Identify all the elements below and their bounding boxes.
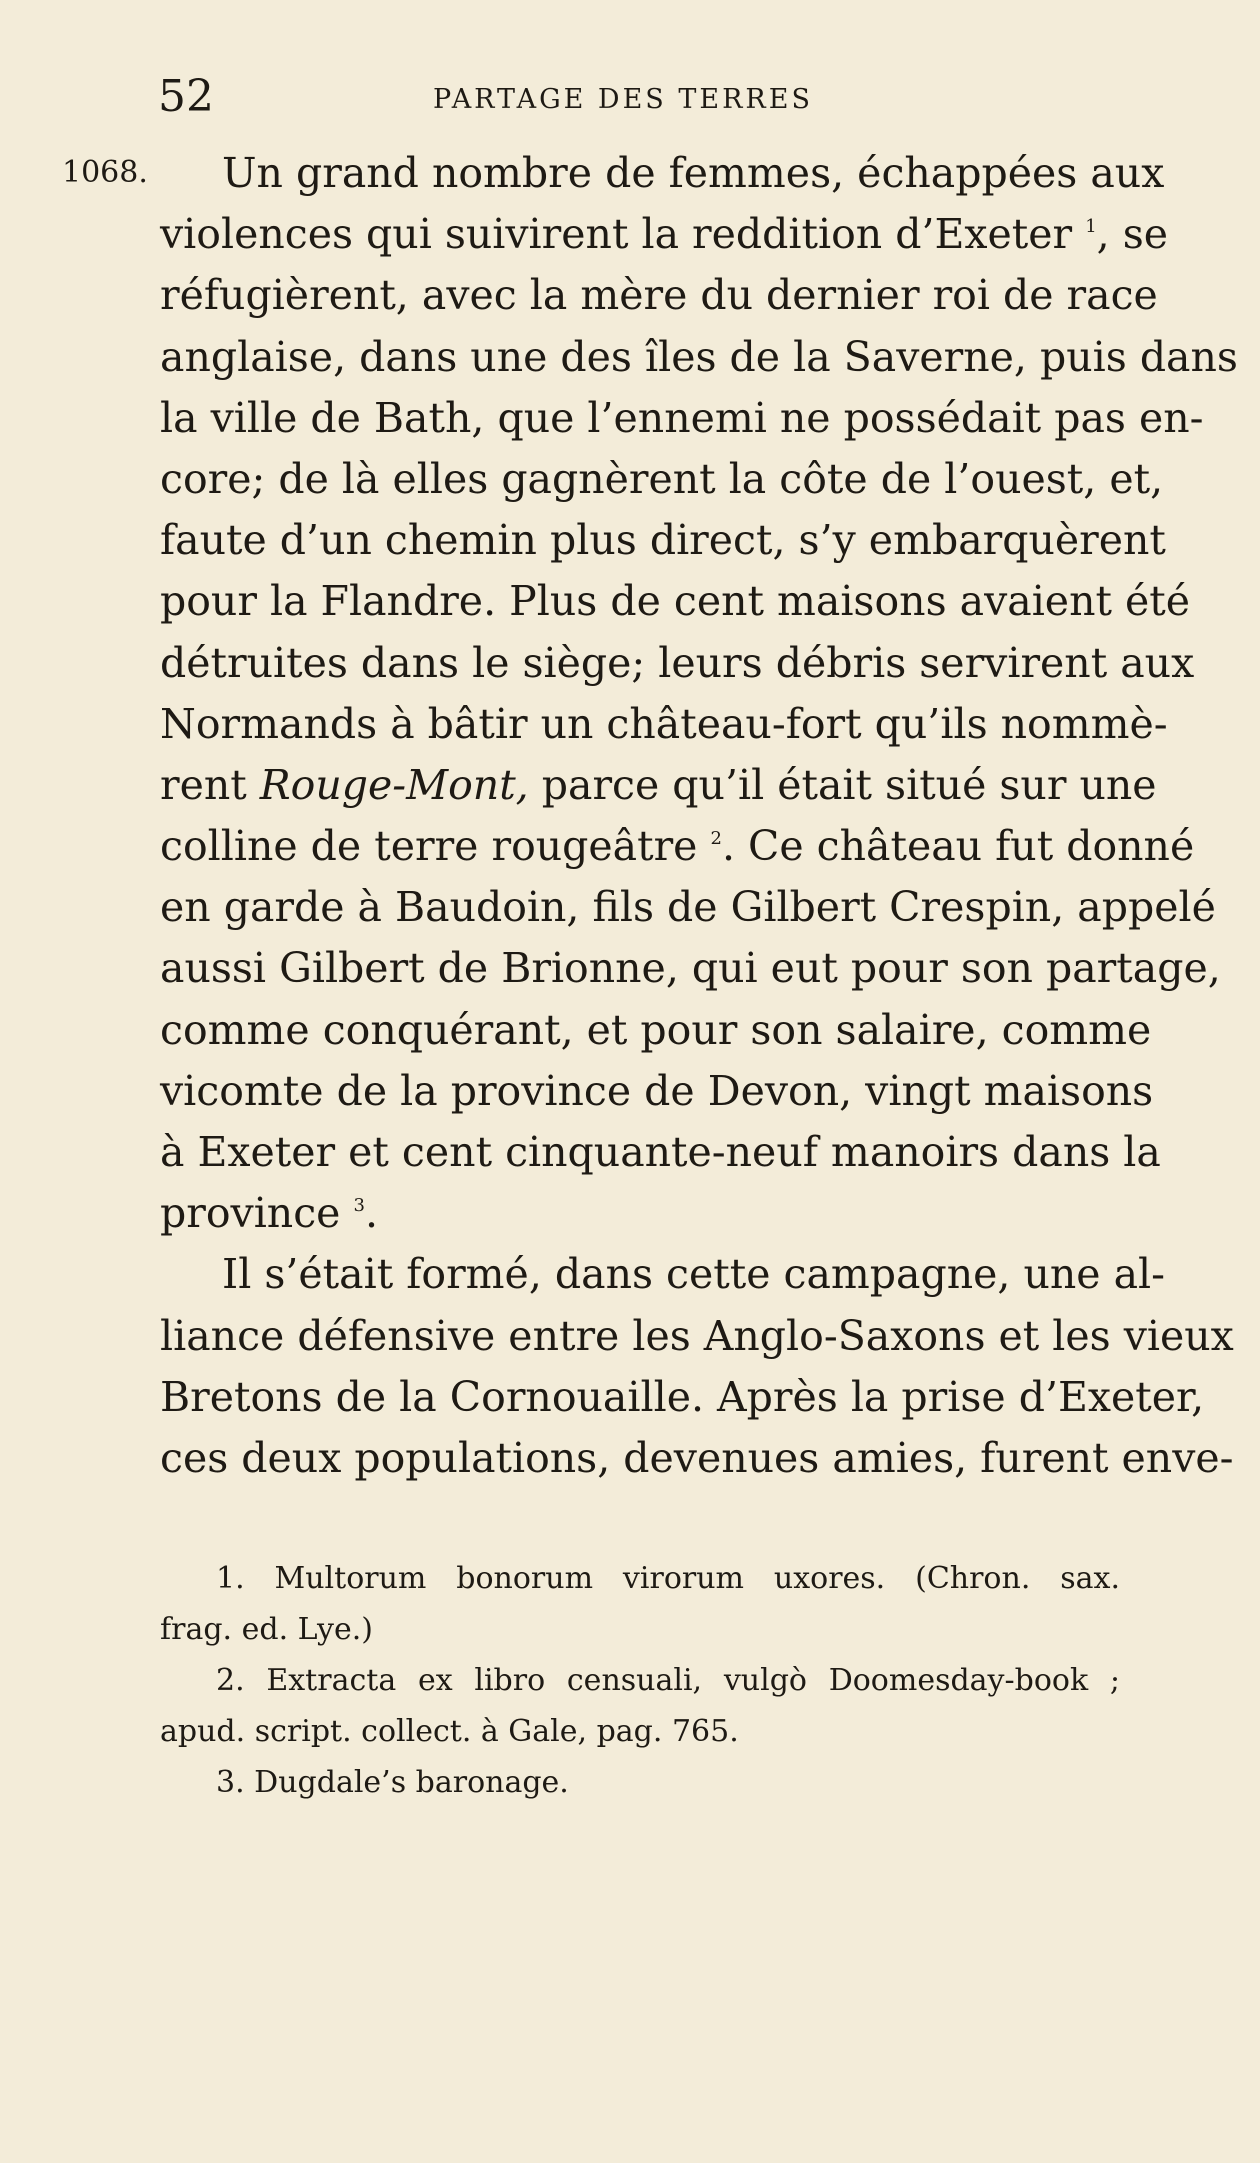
- text-line: aussi Gilbert de Brionne, qui eut pour son partage,: [160, 944, 1221, 993]
- text-line: Un grand nombre de femmes, échappées aux: [222, 149, 1165, 197]
- text-line: anglaise, dans une des îles de la Saverne, puis dans: [160, 332, 1238, 381]
- text-segment: colline de terre rougeâtre: [160, 822, 698, 871]
- footnote-ref: 3: [353, 1195, 365, 1217]
- text-line: Normands à bâtir un château-fort qu’ils nommè-: [160, 699, 1168, 748]
- text-segment: parce qu’il était situé sur une: [541, 760, 1157, 809]
- text-segment: violences qui suivirent la reddition d’Exeter: [160, 210, 1073, 259]
- italic-place-name: Rouge-Mont,: [259, 760, 529, 809]
- footnote-ref: 1: [1085, 216, 1097, 238]
- footnotes: [160, 1553, 1120, 1808]
- text-segment: rent: [160, 760, 247, 809]
- footnote-line: 3. Dugdale’s baronage.: [216, 1765, 569, 1800]
- footnote-line: frag. ed. Lye.): [160, 1612, 373, 1647]
- margin-year-note: 1068.: [62, 155, 148, 190]
- text-line: [160, 1183, 1120, 1244]
- page-header: [158, 72, 1118, 122]
- text-line: détruites dans le siège; leurs débris servirent aux: [160, 638, 1195, 687]
- text-segment: .: [364, 1189, 378, 1238]
- text-segment: , se: [1096, 210, 1169, 259]
- text-line: réfugièrent, avec la mère du dernier roi de race: [160, 271, 1158, 320]
- text-line: [160, 204, 1169, 265]
- text-line: ces deux populations, devenues amies, furent enve-: [160, 1433, 1234, 1482]
- text-line: faute d’un chemin plus direct, s’y embarquèrent: [160, 516, 1166, 565]
- running-head: PARTAGE DES TERRES: [433, 84, 813, 115]
- text-line: comme conquérant, et pour son salaire, comme: [160, 1005, 1152, 1054]
- text-line: Il s’était formé, dans cette campagne, une al-: [222, 1250, 1165, 1299]
- text-segment: province: [160, 1189, 341, 1238]
- text-line: [160, 755, 1157, 816]
- text-line: [160, 816, 1195, 877]
- text-line: à Exeter et cent cinquante-neuf manoirs dans la: [160, 1128, 1161, 1176]
- text-line: core; de là elles gagnèrent la côte de l’ouest, et,: [160, 454, 1164, 503]
- text-line: la ville de Bath, que l’ennemi ne possédait pas en-: [160, 393, 1204, 442]
- footnote-line: 1. Multorum bonorum virorum uxores. (Chron. sax.: [216, 1561, 1120, 1596]
- footnote-line: apud. script. collect. à Gale, pag. 765.: [160, 1714, 739, 1749]
- text-segment: . Ce château fut donné: [721, 822, 1195, 871]
- text-line: en garde à Baudoin, fils de Gilbert Crespin, appelé: [160, 883, 1216, 932]
- footnote-line: 2. Extracta ex libro censuali, vulgò Doomesday-book ;: [216, 1663, 1120, 1698]
- page-number: 52: [158, 71, 214, 122]
- text-line: liance défensive entre les Anglo-Saxons et les vieux: [160, 1311, 1234, 1360]
- text-line: vicomte de la province de Devon, vingt maisons: [160, 1066, 1154, 1115]
- body-text: [160, 143, 1238, 1489]
- text-line: Bretons de la Cornouaille. Après la prise d’Exeter,: [160, 1372, 1205, 1421]
- text-line: pour la Flandre. Plus de cent maisons avaient été: [160, 577, 1190, 626]
- footnote-ref: 2: [710, 828, 722, 850]
